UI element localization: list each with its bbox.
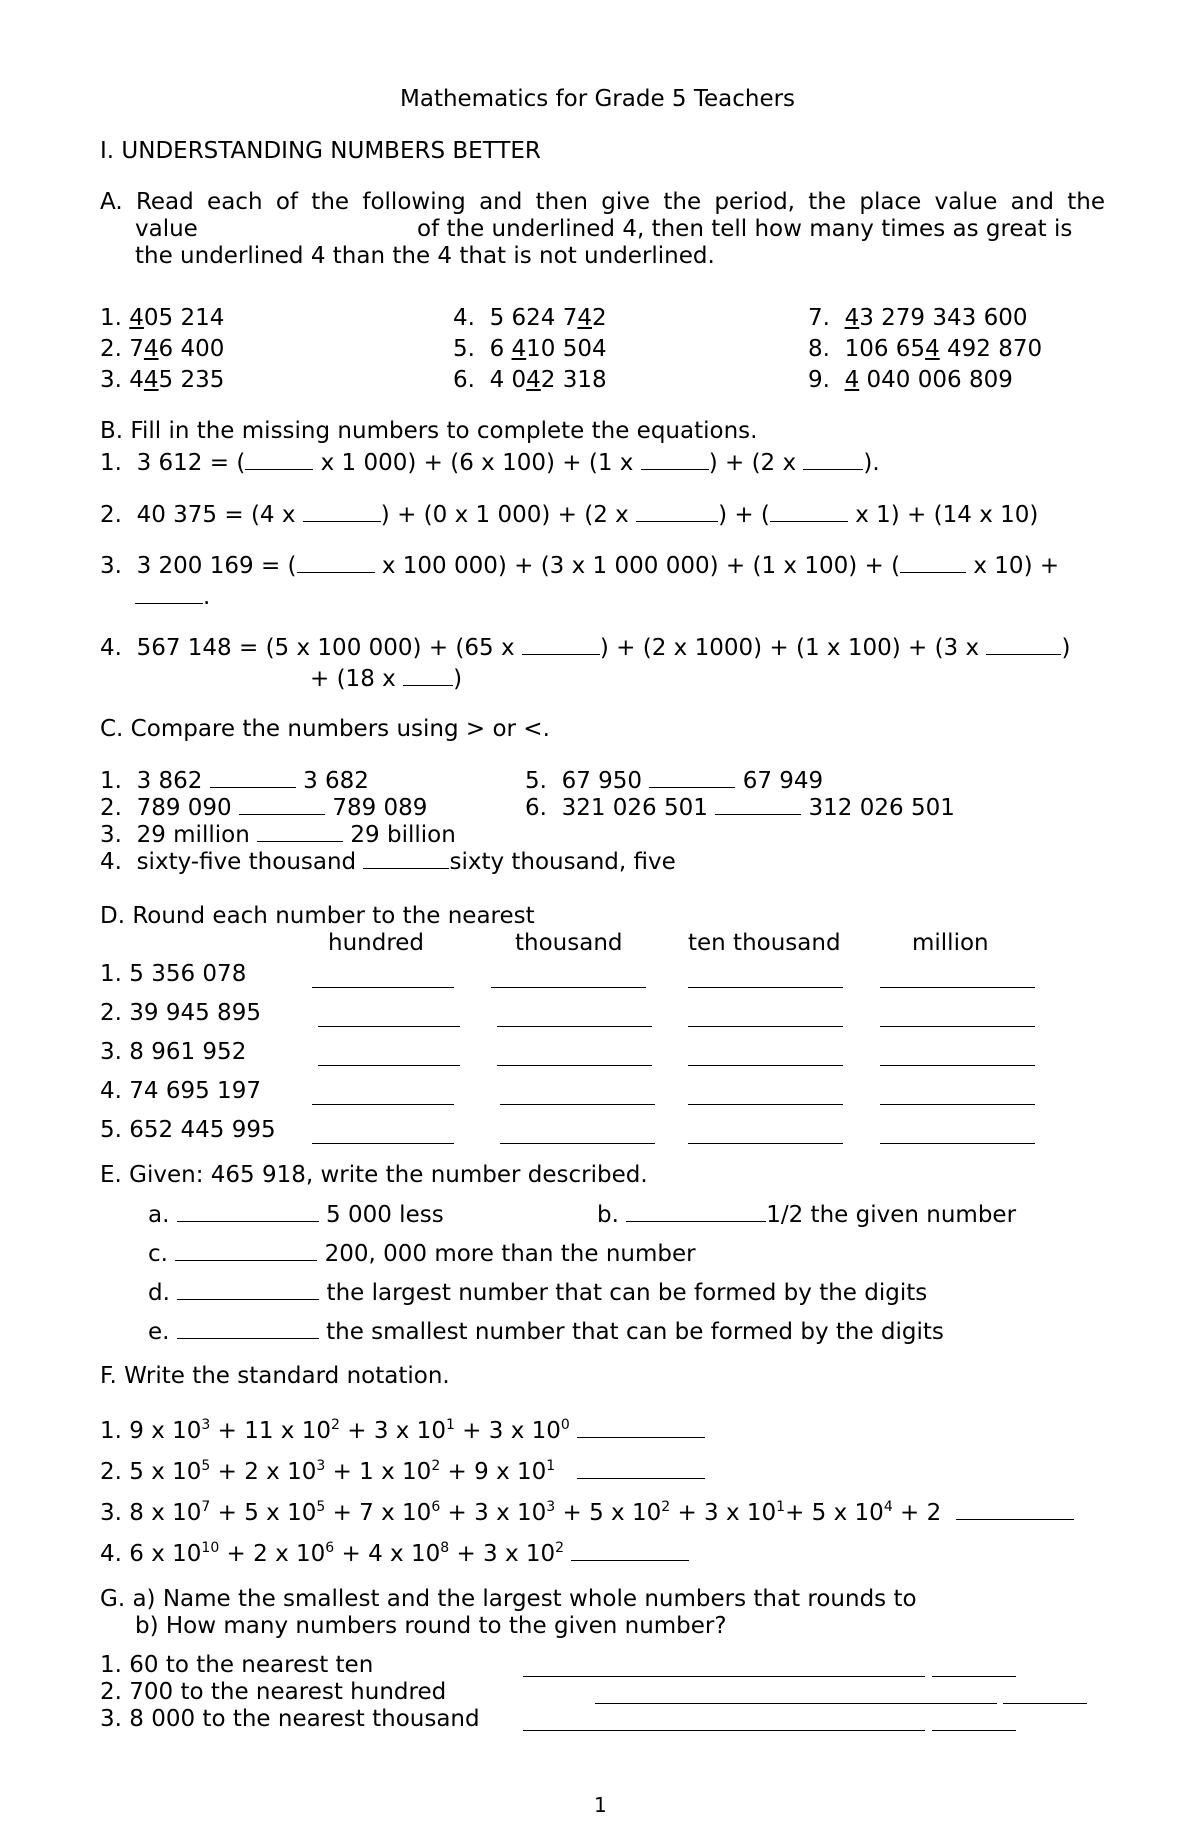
c-item: 6. 321 026 501 312 026 501: [525, 795, 955, 821]
d-column-header: thousand: [515, 930, 623, 956]
blank[interactable]: [312, 1123, 454, 1144]
a-item: 8. 106 654 492 870: [808, 336, 1043, 362]
blank[interactable]: [880, 1006, 1035, 1027]
a-item: 1. 405 214: [100, 305, 225, 331]
a-item: 9. 4 040 006 809: [808, 367, 1013, 393]
c-item: 4. sixty-five thousand sixty thousand, five: [100, 849, 676, 875]
blank[interactable]: [803, 449, 863, 470]
c-item: 2. 789 090 789 089: [100, 795, 428, 821]
e-item-b: b. 1/2 the given number: [597, 1202, 1017, 1228]
blank[interactable]: [491, 967, 646, 988]
e-item-a: a. 5 000 less: [148, 1202, 444, 1228]
g-instructions-line2: b) How many numbers round to the given number?: [135, 1613, 727, 1639]
blank[interactable]: [636, 501, 718, 522]
blank[interactable]: [688, 1006, 843, 1027]
blank[interactable]: [177, 1279, 319, 1300]
f-heading: F. Write the standard notation.: [100, 1363, 450, 1389]
g-item: 3. 8 000 to the nearest thousand: [100, 1706, 480, 1732]
f-item-3: 3. 8 x $10^7 + 5$ x $10^5 + 7$ x $10^6 + 3$ x $10^3 + 5$ x $10^2 + 3$ x $10^1+ 5$ x $10^4 + 2$: [100, 1499, 1074, 1527]
a-item: 5. 6 410 504: [453, 336, 607, 362]
b-equation-1: 1. 3 612 = ( x 1 000) + (6 x 100) + (1 x ) + (2 x ).: [100, 450, 880, 476]
blank[interactable]: [688, 1045, 843, 1066]
blank[interactable]: [177, 1318, 319, 1339]
a-instructions-line2a: value: [135, 216, 198, 242]
d-row-label: 5. 652 445 995: [100, 1117, 276, 1143]
e-heading: E. Given: 465 918, write the number described.: [100, 1162, 648, 1188]
blank[interactable]: [297, 552, 375, 573]
blank[interactable]: [715, 794, 801, 815]
c-heading: C. Compare the numbers using > or <.: [100, 716, 550, 742]
b-equation-3-cont: .: [135, 583, 210, 611]
a-item: 7. 43 279 343 600: [808, 305, 1028, 331]
b-equation-3: 3. 3 200 169 = ( x 100 000) + (3 x 1 000 000) + (1 x 100) + ( x 10) +: [100, 553, 1060, 579]
blank[interactable]: [880, 1045, 1035, 1066]
blank[interactable]: [688, 1123, 843, 1144]
blank[interactable]: [880, 1123, 1035, 1144]
d-row-label: 2. 39 945 895: [100, 1000, 261, 1026]
blank[interactable]: [577, 1417, 705, 1438]
g-item: 2. 700 to the nearest hundred: [100, 1679, 447, 1705]
e-item-d: d. the largest number that can be formed by the digits: [148, 1280, 928, 1306]
b-equation-4-cont: + (18 x ): [310, 666, 463, 692]
d-row-label: 1. 5 356 078: [100, 961, 247, 987]
d-row-label: 4. 74 695 197: [100, 1078, 261, 1104]
blank[interactable]: [500, 1084, 655, 1105]
blank[interactable]: [577, 1458, 705, 1479]
d-column-header: hundred: [328, 930, 425, 956]
a-item: 3. 445 235: [100, 367, 225, 393]
b-heading: B. Fill in the missing numbers to complete the equations.: [100, 418, 758, 444]
blank[interactable]: [688, 967, 843, 988]
c-item: 1. 3 862 3 682: [100, 768, 369, 794]
a-instructions-line1: A. Read each of the following and then give the period, the place value and the: [100, 189, 1105, 215]
section-heading: I. UNDERSTANDING NUMBERS BETTER: [100, 138, 541, 164]
blank[interactable]: [363, 848, 449, 869]
blank[interactable]: [688, 1084, 843, 1105]
blank[interactable]: [1003, 1683, 1087, 1704]
blank[interactable]: [303, 501, 381, 522]
g-item: 1. 60 to the nearest ten: [100, 1652, 374, 1678]
page-number: 1: [594, 1793, 607, 1817]
a-instructions-line3: the underlined 4 than the 4 that is not underlined.: [135, 243, 715, 269]
c-item: 5. 67 950 67 949: [525, 768, 824, 794]
g-instructions-line1: G. a) Name the smallest and the largest whole numbers that rounds to: [100, 1586, 917, 1612]
a-item: 4. 5 624 742: [453, 305, 607, 331]
blank[interactable]: [932, 1656, 1016, 1677]
f-item-1: 1. 9 x $10^3 + 11$ x $10^2 + 3$ x $10^1 + 3$ x $10^0$: [100, 1417, 705, 1445]
blank[interactable]: [880, 1084, 1035, 1105]
blank[interactable]: [257, 821, 343, 842]
blank[interactable]: [522, 634, 600, 655]
a-item: 6. 4 042 318: [453, 367, 607, 393]
c-item: 3. 29 million 29 billion: [100, 822, 456, 848]
blank[interactable]: [770, 501, 848, 522]
blank[interactable]: [649, 767, 735, 788]
blank[interactable]: [177, 1201, 319, 1222]
blank[interactable]: [880, 967, 1035, 988]
b-equation-4: 4. 567 148 = (5 x 100 000) + (65 x ) + (2 x 1000) + (1 x 100) + (3 x ): [100, 635, 1071, 661]
blank[interactable]: [135, 583, 203, 604]
blank[interactable]: [932, 1710, 1016, 1731]
blank[interactable]: [318, 1006, 460, 1027]
blank[interactable]: [626, 1201, 766, 1222]
a-item: 2. 746 400: [100, 336, 225, 362]
blank[interactable]: [312, 967, 454, 988]
blank[interactable]: [312, 1084, 454, 1105]
blank[interactable]: [986, 634, 1061, 655]
d-row-label: 3. 8 961 952: [100, 1039, 247, 1065]
blank[interactable]: [900, 552, 966, 573]
b-equation-2: 2. 40 375 = (4 x ) + (0 x 1 000) + (2 x ) + ( x 1) + (14 x 10): [100, 502, 1039, 528]
blank[interactable]: [175, 1240, 317, 1261]
e-item-c: c. 200, 000 more than the number: [148, 1241, 696, 1267]
d-heading: D. Round each number to the nearest: [100, 903, 535, 929]
blank[interactable]: [523, 1656, 925, 1677]
blank[interactable]: [500, 1123, 655, 1144]
blank[interactable]: [497, 1045, 652, 1066]
blank[interactable]: [245, 449, 313, 470]
e-item-e: e. the smallest number that can be formed by the digits: [148, 1319, 944, 1345]
blank[interactable]: [497, 1006, 652, 1027]
page-title: Mathematics for Grade 5 Teachers: [400, 86, 796, 112]
blank[interactable]: [571, 1540, 689, 1561]
d-column-header: million: [912, 930, 989, 956]
blank[interactable]: [210, 767, 296, 788]
blank[interactable]: [523, 1710, 925, 1731]
d-column-header: ten thousand: [688, 930, 841, 956]
blank[interactable]: [318, 1045, 460, 1066]
blank[interactable]: [403, 665, 453, 686]
a-instructions-line2b: of the underlined 4, then tell how many times as great is: [417, 216, 1073, 242]
blank[interactable]: [239, 794, 325, 815]
f-item-2: 2. 5 x $10^5 + 2$ x $10^3 + 1$ x $10^2 + 9$ x $10^1$: [100, 1458, 705, 1486]
blank[interactable]: [956, 1499, 1074, 1520]
blank[interactable]: [595, 1683, 997, 1704]
blank[interactable]: [641, 449, 709, 470]
f-item-4: 4. 6 x $10^{10} + 2$ x $10^6 + 4$ x $10^8 + 3$ x $10^2$: [100, 1540, 689, 1568]
